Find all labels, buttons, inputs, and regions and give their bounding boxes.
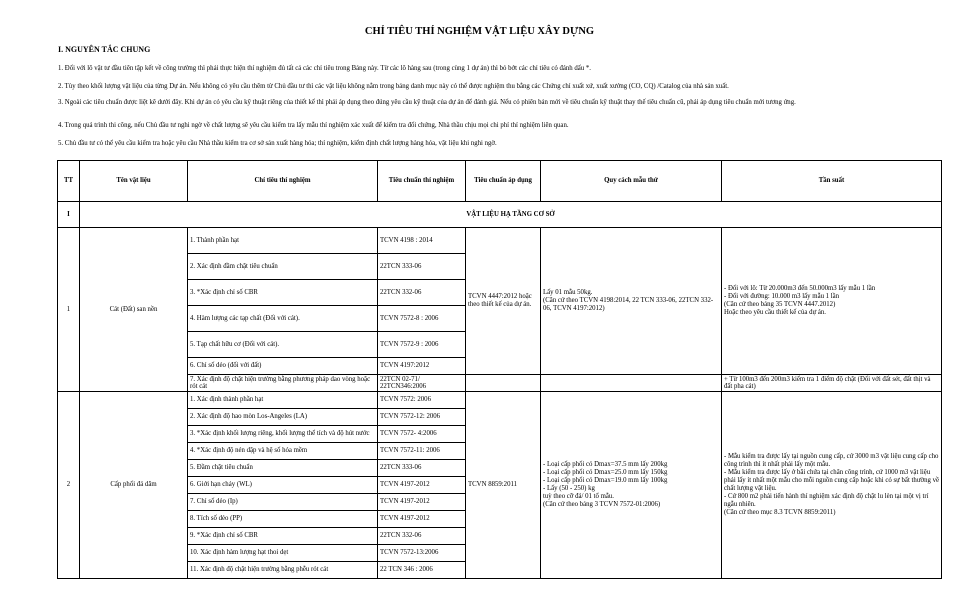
test-name: 1. Xác định thành phần hạt xyxy=(188,392,378,409)
paragraph-2: 2. Tùy theo khối lượng vật liệu của từng Dự án. Nếu không có yêu cầu thêm từ Chủ đầu tư thì các vật liệu không nằm trong bảng danh mục này có thể được nghiệm thu bằng các Chứng chỉ xuất xứ, xuất xưởng (CO, CQ) /Catalog của nhà sản xuất. xyxy=(58,83,729,90)
test-name: 6. Chỉ số dẻo (đối với đất) xyxy=(188,358,378,375)
test-name: 6. Giới hạn chảy (WL) xyxy=(188,477,378,494)
header-applied-standard: Tiêu chuẩn áp dụng xyxy=(466,161,541,202)
material-name: Cấp phối đá dăm xyxy=(80,392,188,579)
test-standard: TCVN 4197-2012 xyxy=(378,494,466,511)
test-standard: TCVN 7572-11: 2006 xyxy=(378,443,466,460)
paragraph-1: 1. Đối với lô vật tư đầu tiên tập kết về công trường thì phải thực hiện thí nghiệm đủ tất cả các chỉ tiêu trong Bảng này. Từ các lô hàng sau (trong cùng 1 dự án) thì bỏ bớt các chỉ tiêu có đánh dấu *. xyxy=(58,65,591,72)
test-name: 2. Xác định đầm chặt tiêu chuẩn xyxy=(188,254,378,280)
test-standard: TCVN 4197-2012 xyxy=(378,477,466,494)
test-name: 1. Thành phần hạt xyxy=(188,228,378,254)
test-name: 3. *Xác định khối lượng riêng, khối lượng thể tích và độ hút nước xyxy=(188,426,378,443)
header-sample-spec: Quy cách mẫu thử xyxy=(541,161,722,202)
table-header-row xyxy=(58,161,942,202)
test-standard: 22 TCN 346 : 2006 xyxy=(378,562,466,579)
table-row xyxy=(58,392,942,409)
paragraph-4: 4. Trong quá trình thi công, nếu Chủ đầu tư nghi ngờ về chất lượng sẽ yêu cầu kiểm tra lấy mẫu thí nghiệm xác xuất để kiểm tra đối chứng, Nhà thầu chịu mọi chi phí thí nghiệm liên quan. xyxy=(58,122,569,129)
test-name: 4. Hàm lượng các tạp chất (Đối với cát). xyxy=(188,306,378,332)
sample-spec-empty xyxy=(541,375,722,392)
test-name: 5. Đầm chặt tiêu chuẩn xyxy=(188,460,378,477)
page-title: CHỈ TIÊU THÍ NGHIỆM VẬT LIỆU XÂY DỰNG xyxy=(364,26,595,37)
header-tt: TT xyxy=(58,161,80,202)
section-heading: I. NGUYÊN TẮC CHUNG xyxy=(58,45,151,54)
section-label: VẬT LIỆU HẠ TẦNG CƠ SỞ xyxy=(80,202,942,228)
materials-table xyxy=(57,160,942,579)
header-test-standard: Tiêu chuẩn thí nghiệm xyxy=(378,161,466,202)
sample-spec: Lấy 01 mẫu 50kg. (Căn cứ theo TCVN 4198:2014, 22 TCN 333-06, 22TCN 332-06, TCVN 4197:2012) xyxy=(541,228,722,375)
test-standard: 22TCN 02-71/ 22TCN346:2006 xyxy=(378,375,466,392)
test-name: 11. Xác định độ chặt hiện trường bằng phễu rót cát xyxy=(188,562,378,579)
test-name: 3. *Xác định chỉ số CBR xyxy=(188,280,378,306)
applied-standard-empty xyxy=(466,375,541,392)
material-name: Cát (Đất) san nền xyxy=(80,228,188,392)
test-standard: TCVN 4197-2012 xyxy=(378,511,466,528)
applied-standard: TCVN 8859:2011 xyxy=(466,392,541,579)
frequency: - Đối với lô: Từ 20.000m3 đến 50.000m3 lấy mẫu 1 lần - Đối với đường: 10.000 m3 lấy mẫu 1 lần (Căn cứ theo bảng 35 TCVN 4447.2012) Hoặc theo yêu cầu thiết kế của dự án. xyxy=(722,228,942,375)
header-test: Chỉ tiêu thí nghiệm xyxy=(188,161,378,202)
test-name: 10. Xác định hàm lượng hạt thoi dẹt xyxy=(188,545,378,562)
test-standard: 22TCN 333-06 xyxy=(378,254,466,280)
paragraph-3: 3. Ngoài các tiêu chuẩn được liệt kê dưới đây. Khi dự án có yêu cầu kỹ thuật riêng của thiết kế thì phải áp dụng theo đúng yêu cầu kỹ thuật của dự án để đánh giá. Nếu có phiên bản mới về tiêu chuẩn kỹ thuật thay thế tiêu chuẩn cũ, phải áp dụng tiêu chuẩn mới tương ứng. xyxy=(58,99,796,106)
test-standard: 22TCN 332-06 xyxy=(378,280,466,306)
test-name: 8. Tích số dẻo (PP) xyxy=(188,511,378,528)
frequency: - Mẫu kiểm tra được lấy tại nguồn cung cấp, cứ 3000 m3 vật liệu cung cấp cho công trình thì ít nhất phải lấy một mẫu. - Mẫu kiểm tra được lấy ở bãi chứa tại chân công trình, cứ 1000 m3 vật liệu phải lấy ít nhất một mẫu cho mỗi nguồn cung cấp hoặc khi có sự bất thường về chất lượng vật liệu. - Cứ 800 m2 phải tiến hành thí nghiệm xác định độ chặt lu lèn tại một vị trí ngẫu nhiên. (Căn cứ theo mục 8.3 TCVN 8859:2011) xyxy=(722,392,942,579)
test-name: 7. Xác định độ chặt hiện trường bằng phương pháp dao vòng hoặc rót cát xyxy=(188,375,378,392)
test-name: 9. *Xác định chỉ số CBR xyxy=(188,528,378,545)
test-name: 5. Tạp chất hữu cơ (Đối với cát). xyxy=(188,332,378,358)
header-material: Tên vật liệu xyxy=(80,161,188,202)
test-standard: TCVN 7572- 4:2006 xyxy=(378,426,466,443)
test-standard: TCVN 7572-12: 2006 xyxy=(378,409,466,426)
section-row xyxy=(58,202,942,228)
item-number: 1 xyxy=(58,228,80,392)
test-standard: TCVN 7572: 2006 xyxy=(378,392,466,409)
header-frequency: Tần suất xyxy=(722,161,942,202)
applied-standard: TCVN 4447:2012 hoặc theo thiết kế của dự án. xyxy=(466,228,541,375)
frequency: + Từ 100m3 đến 200m3 kiểm tra 1 điểm độ chặt (Đối với đất sét, đất thịt và đất pha cát) xyxy=(722,375,942,392)
table-row xyxy=(58,375,942,392)
test-name: 4. *Xác định độ nén dập và hệ số hóa mềm xyxy=(188,443,378,460)
test-standard: TCVN 4198 : 2014 xyxy=(378,228,466,254)
test-standard: 22TCN 333-06 xyxy=(378,460,466,477)
test-name: 7. Chỉ số dẻo (Ip) xyxy=(188,494,378,511)
test-standard: TCVN 7572-13:2006 xyxy=(378,545,466,562)
item-number: 2 xyxy=(58,392,80,579)
sample-spec: - Loại cấp phối có Dmax=37.5 mm lấy 200kg - Loại cấp phối có Dmax=25.0 mm lấy 150kg - Loại cấp phối có Dmax=19.0 mm lấy 100kg - Lấy (50 - 250) kg tuỳ theo cỡ đá/ 01 tổ mẫu. (Căn cứ theo bảng 3 TCVN 7572-01:2006) xyxy=(541,392,722,579)
test-standard: TCVN 4197:2012 xyxy=(378,358,466,375)
test-standard: 22TCN 332-06 xyxy=(378,528,466,545)
table-row xyxy=(58,228,942,254)
section-number: I xyxy=(58,202,80,228)
test-standard: TCVN 7572-8 : 2006 xyxy=(378,306,466,332)
test-name: 2. Xác định độ hao mòn Los-Angeles (LA) xyxy=(188,409,378,426)
paragraph-5: 5. Chủ đầu tư có thể yêu cầu kiểm tra hoặc yêu cầu Nhà thầu kiểm tra cơ sở sản xuất hàng hóa; thí nghiệm, kiểm định chất lượng hàng hóa, vật liệu khi nghi ngờ. xyxy=(58,140,497,147)
test-standard: TCVN 7572-9 : 2006 xyxy=(378,332,466,358)
